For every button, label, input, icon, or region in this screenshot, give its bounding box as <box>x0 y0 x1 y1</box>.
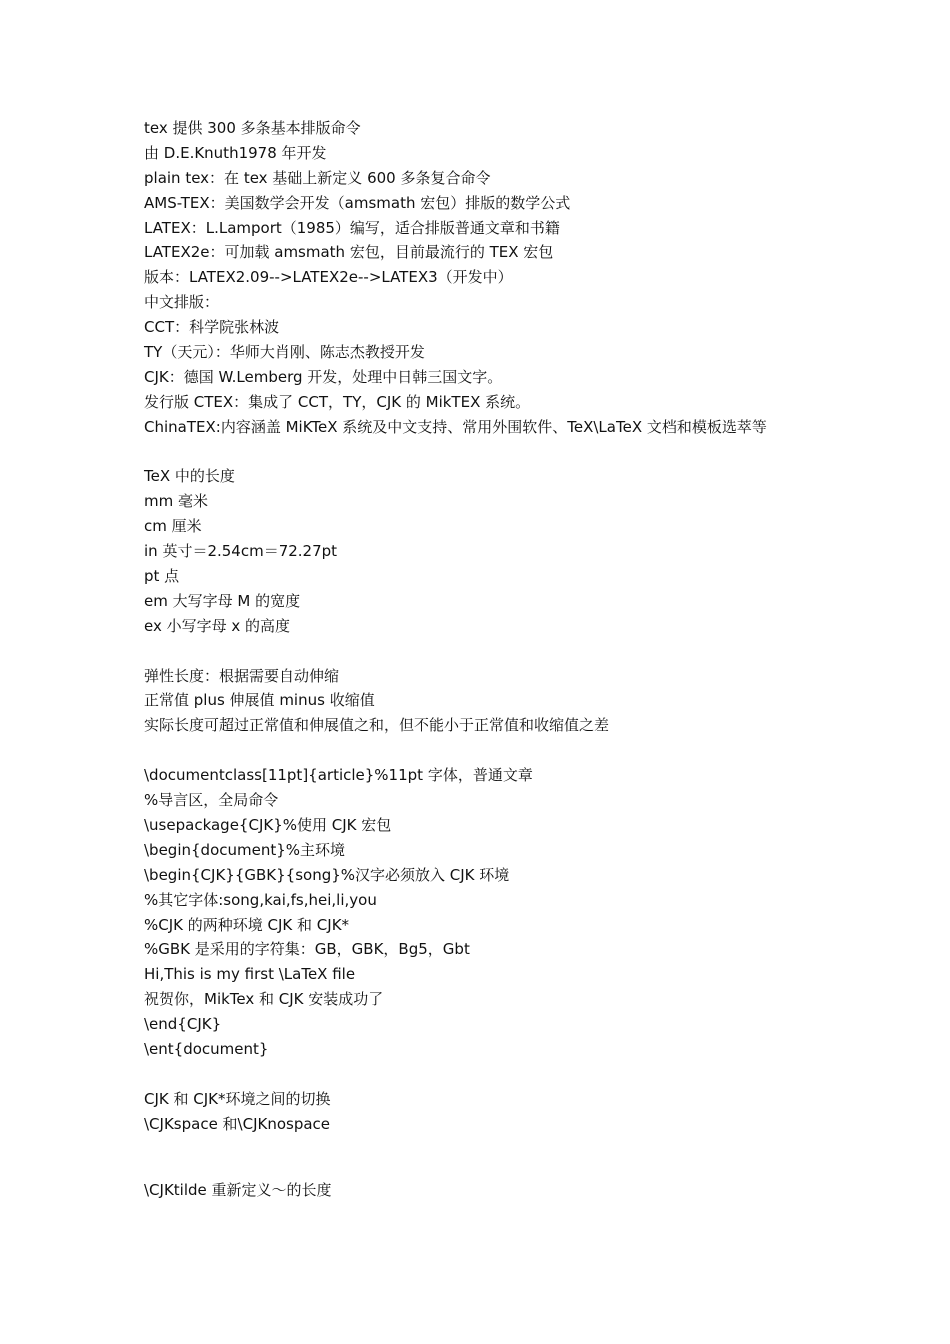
blank-line <box>144 1137 844 1178</box>
document-body <box>144 116 844 1202</box>
code-line: %GBK 是采用的字符集：GB，GBK，Bg5，Gbt <box>144 940 470 959</box>
text-line: 弹性长度：根据需要自动伸缩 <box>144 666 340 685</box>
text-line: CJK 和 CJK*环境之间的切换 <box>144 1089 331 1108</box>
code-line: %其它字体:song,kai,fs,hei,li,you <box>144 890 377 909</box>
text-line: \CJKspace 和\CJKnospace <box>144 1114 331 1133</box>
text-line: ChinaTEX:内容涵盖 MiKTeX 系统及中文支持、常用外围软件、TeX\LaTeX 文档和模板选萃等 <box>144 417 767 436</box>
code-line: \ent{document} <box>144 1039 269 1058</box>
code-line: \begin{CJK}{GBK}{song}%汉字必须放入 CJK 环境 <box>144 865 510 884</box>
blank-line <box>144 1062 844 1087</box>
code-line: 祝贺你，MikTex 和 CJK 安装成功了 <box>144 990 384 1009</box>
code-line: %CJK 的两种环境 CJK 和 CJK* <box>144 915 350 934</box>
code-line: \begin{document}%主环境 <box>144 840 346 859</box>
text-line: em 大写字母 M 的宽度 <box>144 591 301 610</box>
code-line: %导言区，全局命令 <box>144 791 279 810</box>
text-line: CCT：科学院张林波 <box>144 318 280 337</box>
text-line: TY（天元）：华师大肖刚、陈志杰教授开发 <box>144 343 425 362</box>
text-line: LATEX2e：可加载 amsmath 宏包，目前最流行的 TEX 宏包 <box>144 243 554 262</box>
text-line: cm 厘米 <box>144 517 202 536</box>
code-line: \usepackage{CJK}%使用 CJK 宏包 <box>144 815 392 834</box>
text-line: 中文排版： <box>144 293 220 312</box>
text-line: \CJKtilde 重新定义～的长度 <box>144 1180 332 1199</box>
text-line: 发行版 CTEX：集成了 CCT，TY，CJK 的 MikTEX 系统。 <box>144 392 531 411</box>
blank-line <box>144 738 844 763</box>
text-line: ex 小写字母 x 的高度 <box>144 616 291 635</box>
section-heading: TeX 中的长度 <box>144 467 235 486</box>
text-line: mm 毫米 <box>144 492 208 511</box>
text-line: tex 提供 300 多条基本排版命令 <box>144 119 361 137</box>
blank-line <box>144 639 844 664</box>
text-line: plain tex：在 tex 基础上新定义 600 多条复合命令 <box>144 168 491 187</box>
text-line: 由 D.E.Knuth1978 年开发 <box>144 143 327 162</box>
text-line: pt 点 <box>144 567 180 586</box>
text-line: 实际长度可超过正常值和伸展值之和，但不能小于正常值和收缩值之差 <box>144 716 610 735</box>
text-line: LATEX：L.Lamport（1985）编写，适合排版普通文章和书籍 <box>144 218 560 237</box>
text-line: AMS-TEX：美国数学会开发（amsmath 宏包）排版的数学公式 <box>144 193 571 212</box>
text-line: 正常值 plus 伸展值 minus 收缩值 <box>144 691 375 710</box>
code-line: Hi,This is my first \LaTeX file <box>144 965 356 984</box>
text-line: CJK：德国 W.Lemberg 开发，处理中日韩三国文字。 <box>144 367 503 386</box>
code-line: \documentclass[11pt]{article}%11pt 字体，普通文章 <box>144 766 533 785</box>
text-line: in 英寸＝2.54cm＝72.27pt <box>144 542 338 561</box>
code-line: \end{CJK} <box>144 1015 222 1034</box>
text-line: 版本：LATEX2.09-->LATEX2e-->LATEX3（开发中） <box>144 268 513 287</box>
blank-line <box>144 440 844 465</box>
